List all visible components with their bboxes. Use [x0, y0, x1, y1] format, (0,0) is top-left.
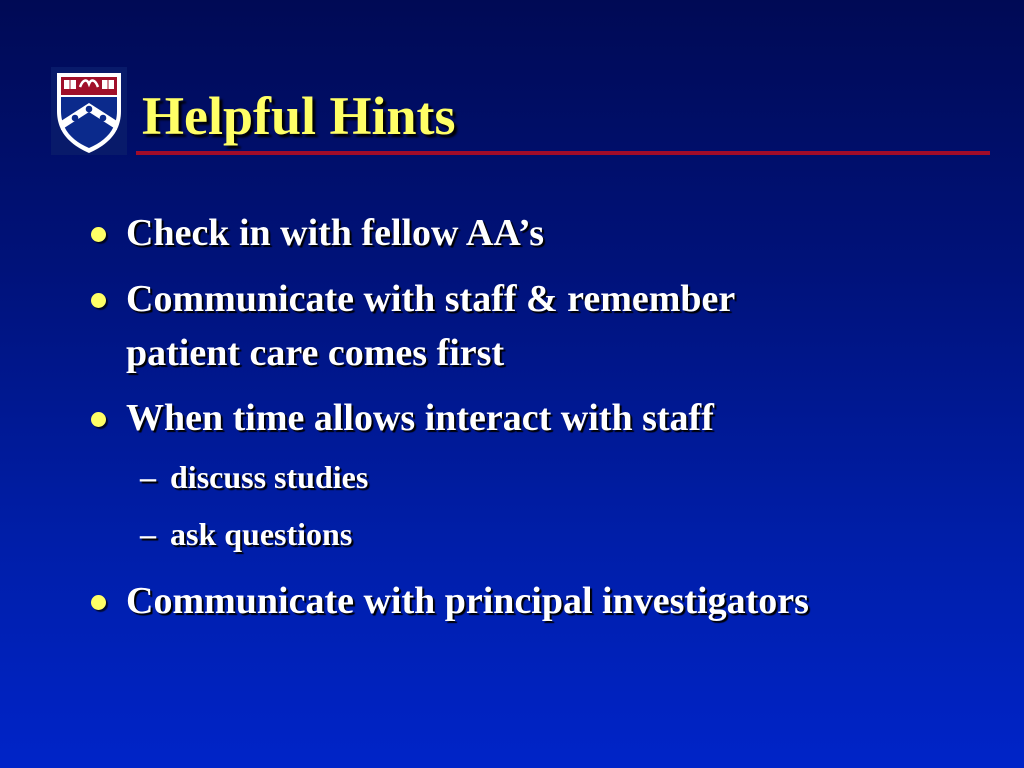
bullet-item-2-line-1: Communicate with staff & remember — [126, 278, 736, 320]
title-underline — [136, 151, 990, 155]
university-shield-icon — [51, 67, 127, 155]
shield-logo-graphic — [51, 67, 127, 155]
sub-bullet-item-2: ask questions — [170, 516, 353, 552]
bullet-dot-icon — [91, 293, 106, 308]
bullet-item-4: Communicate with principal investigators — [126, 580, 809, 622]
slide-title: Helpful Hints — [142, 86, 456, 146]
sub-bullet-dash: – — [140, 516, 156, 552]
bullet-item-3: When time allows interact with staff — [126, 397, 714, 439]
bullet-dot-icon — [91, 595, 106, 610]
bullet-item-2-line-2: patient care comes first — [126, 332, 505, 374]
bullet-item-1: Check in with fellow AA’s — [126, 212, 544, 254]
bullet-dot-icon — [91, 412, 106, 427]
sub-bullet-item-1: discuss studies — [170, 459, 369, 495]
sub-bullet-dash: – — [140, 459, 156, 495]
bullet-dot-icon — [91, 227, 106, 242]
